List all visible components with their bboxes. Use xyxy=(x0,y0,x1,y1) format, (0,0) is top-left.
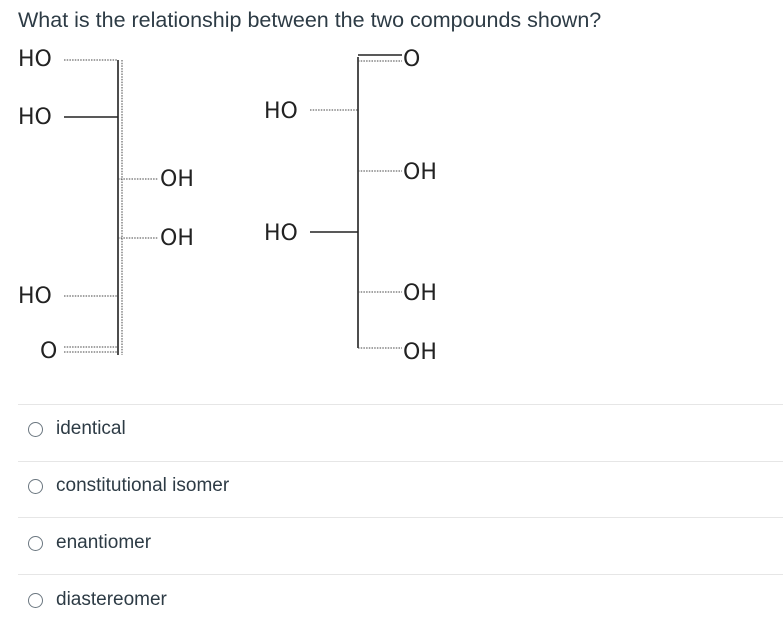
right-compound xyxy=(264,47,437,365)
divider xyxy=(18,404,783,405)
right-label-2: HO xyxy=(264,99,298,124)
option-enantiomer[interactable] xyxy=(28,531,151,555)
option-label: enantiomer xyxy=(56,532,152,553)
divider xyxy=(18,517,783,518)
right-label-3: OH xyxy=(403,160,437,185)
right-label-6: OH xyxy=(403,340,437,365)
radio-button-icon[interactable] xyxy=(28,479,43,494)
option-label: identical xyxy=(56,418,126,439)
right-label-5: OH xyxy=(403,281,437,306)
left-label-2: HO xyxy=(18,105,52,130)
option-label: constitutional isomer xyxy=(56,475,230,496)
left-label-4: OH xyxy=(160,226,194,251)
divider xyxy=(18,461,783,462)
right-label-1: O xyxy=(403,47,421,72)
left-compound xyxy=(18,47,194,364)
radio-button-icon[interactable] xyxy=(28,536,43,551)
right-label-4: HO xyxy=(264,221,298,246)
left-label-3: OH xyxy=(160,167,194,192)
option-constitutional-isomer[interactable] xyxy=(28,474,229,498)
radio-button-icon[interactable] xyxy=(28,593,43,608)
question-text: What is the relationship between the two compounds shown? xyxy=(18,8,602,32)
radio-button-icon[interactable] xyxy=(28,422,43,437)
left-label-6: O xyxy=(40,339,58,364)
left-label-5: HO xyxy=(18,284,52,309)
option-label: diastereomer xyxy=(56,589,167,610)
option-diastereomer[interactable] xyxy=(28,588,167,612)
divider xyxy=(18,574,783,575)
left-label-1: HO xyxy=(18,47,52,72)
option-identical[interactable] xyxy=(28,417,126,441)
